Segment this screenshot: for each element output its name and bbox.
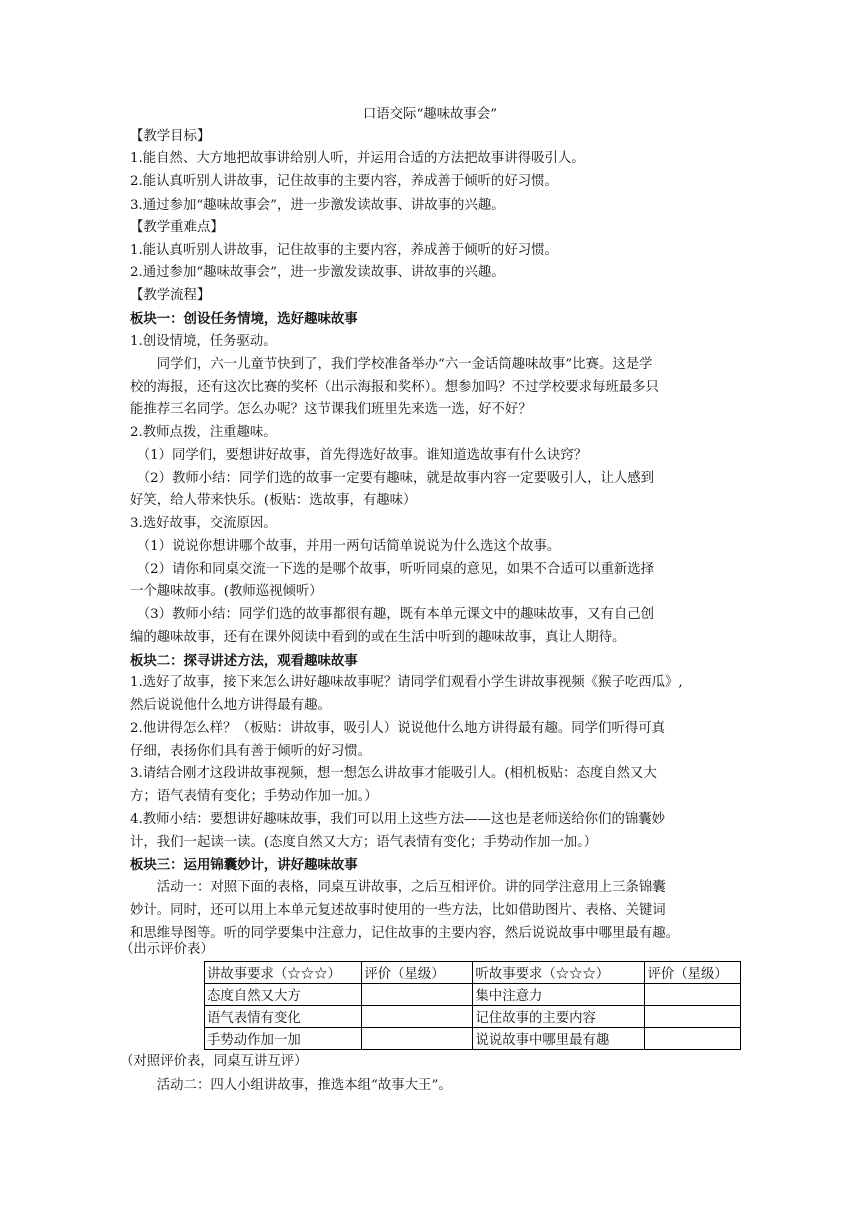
table-cell: 态度自然又大方 (205, 984, 362, 1006)
table-header-row (205, 962, 741, 984)
table-cell: 说说故事中哪里最有趣 (473, 1028, 645, 1050)
paragraph-line: （1）同学们，要想讲好故事，首先得选好故事。谁知道选故事有什么诀窍？ (130, 448, 588, 463)
paragraph-line: 2.能认真听别人讲故事，记住故事的主要内容，养成善于倾听的好习惯。 (130, 174, 558, 189)
table-cell (362, 1028, 473, 1050)
paragraph-line: 和思维导图等。听的同学要集中注意力，记住故事的主要内容，然后说说故事中哪里最有趣。 (130, 926, 680, 941)
table-cell (362, 1006, 473, 1028)
paragraph-line: 1.创设情境，任务驱动。 (130, 334, 277, 349)
paragraph-line: 2.他讲得怎么样？（板贴：讲故事，吸引人）说说他什么地方讲得最有趣。同学们听得可真 (130, 721, 666, 736)
paragraph-line: 同学们，六一儿童节快到了，我们学校准备举办“六一金话筒趣味故事”比赛。这是学 (130, 357, 653, 372)
paragraph-line: 一个趣味故事。(教师巡视倾听） (130, 584, 323, 599)
evaluation-table (204, 961, 741, 1050)
table-row (205, 984, 741, 1006)
paragraph-line: （2）请你和同桌交流一下选的是哪个故事，听听同桌的意见，如果不合适可以重新选择 (130, 562, 655, 577)
paragraph-line: 然后说说他什么地方讲得最有趣。 (130, 698, 331, 713)
table-header-cell: 评价（星级） (645, 962, 741, 984)
section-heading: 【教学目标】 (130, 129, 211, 144)
table-cell (645, 984, 741, 1006)
paragraph-line: 能推荐三名同学。怎么办呢？这节课我们班里先来选一选，好不好？ (130, 402, 532, 417)
table-cell: 语气表情有变化 (205, 1006, 362, 1028)
doc-title: 口语交际“趣味故事会” (362, 107, 498, 122)
paragraph-line: 妙计。同时，还可以用上本单元复述故事时使用的一些方法，比如借助图片、表格、关键词 (130, 903, 666, 918)
paragraph-line: 活动二：四人小组讲故事，推选本组“故事大王”。 (130, 1078, 452, 1093)
paragraph-line: （3）教师小结：同学们选的故事都很有趣，既有本单元课文中的趣味故事，又有自己创 (130, 607, 655, 622)
block-heading: 板块二：探寻讲述方法，观看趣味故事 (130, 653, 358, 669)
paragraph-line: 3.通过参加“趣味故事会”，进一步激发读故事、讲故事的兴趣。 (130, 198, 505, 213)
paragraph-line: 1.能自然、大方地把故事讲给别人听，并运用合适的方法把故事讲得吸引人。 (130, 151, 585, 166)
paragraph-line: 校的海报，还有这次比赛的奖杯（出示海报和奖杯）。想参加吗？不过学校要求每班最多只 (130, 380, 659, 395)
block-heading: 板块三：运用锦囊妙计，讲好趣味故事 (130, 857, 358, 873)
paragraph-line: 方；语气表情有变化；手势动作加一加。） (130, 789, 378, 804)
table-header-cell: 讲故事要求（☆☆☆） (205, 962, 362, 984)
paragraph-line: 计，我们一起读一读。(态度自然又大方；语气表情有变化；手势动作加一加。） (130, 835, 598, 850)
paragraph-line: 2.教师点拨，注重趣味。 (130, 425, 277, 440)
paragraph-line: 编的趣味故事，还有在课外阅读中看到的或在生活中听到的趣味故事，真让人期待。 (130, 630, 626, 645)
table-cell (645, 1028, 741, 1050)
paragraph-line: 仔细，表扬你们具有善于倾听的好习惯。 (130, 744, 372, 759)
table-cell (645, 1006, 741, 1028)
paragraph-line: 4.教师小结：要想讲好趣味故事，我们可以用上这些方法——这也是老师送给你们的锦囊妙 (130, 812, 666, 827)
table-header-cell: 评价（星级） (362, 962, 473, 984)
paragraph-line: 3.请结合刚才这段讲故事视频，想一想怎么讲故事才能吸引人。(相机板贴：态度自然又大 (130, 766, 657, 781)
table-row (205, 1006, 741, 1028)
section-heading: 【教学重难点】 (130, 220, 224, 235)
paragraph-line: （1）说说你想讲哪个故事，并用一两句话简单说说为什么选这个故事。 (130, 539, 561, 554)
paragraph-line: （对照评价表，同桌互讲互评） (120, 1054, 308, 1069)
paragraph-line: 1.能认真听别人讲故事，记住故事的主要内容，养成善于倾听的好习惯。 (130, 243, 558, 258)
section-heading: 【教学流程】 (130, 288, 211, 303)
table-cell: 集中注意力 (473, 984, 645, 1006)
paragraph-line: 2.通过参加“趣味故事会”，进一步激发读故事、讲故事的兴趣。 (130, 265, 505, 280)
paragraph-line: 好笑，给人带来快乐。(板贴：选故事，有趣味） (130, 493, 417, 508)
table-cell (362, 984, 473, 1006)
paragraph-line: 1.选好了故事，接下来怎么讲好趣味故事呢？请同学们观看小学生讲故事视频《猴子吃西瓜》, (130, 675, 683, 690)
table-row (205, 1028, 741, 1050)
table-header-cell: 听故事要求（☆☆☆） (473, 962, 645, 984)
paragraph-line: 3.选好故事，交流原因。 (130, 516, 277, 531)
paragraph-line: 活动一：对照下面的表格，同桌互讲故事，之后互相评价。讲的同学注意用上三条锦囊 (130, 880, 666, 895)
paragraph-line: （2）教师小结：同学们选的故事一定要有趣味，就是故事内容一定要吸引人，让人感到 (130, 471, 655, 486)
paragraph-line: （出示评价表） (120, 942, 214, 957)
table-cell: 记住故事的主要内容 (473, 1006, 645, 1028)
table-cell: 手势动作加一加 (205, 1028, 362, 1050)
block-heading: 板块一：创设任务情境，选好趣味故事 (130, 311, 358, 327)
